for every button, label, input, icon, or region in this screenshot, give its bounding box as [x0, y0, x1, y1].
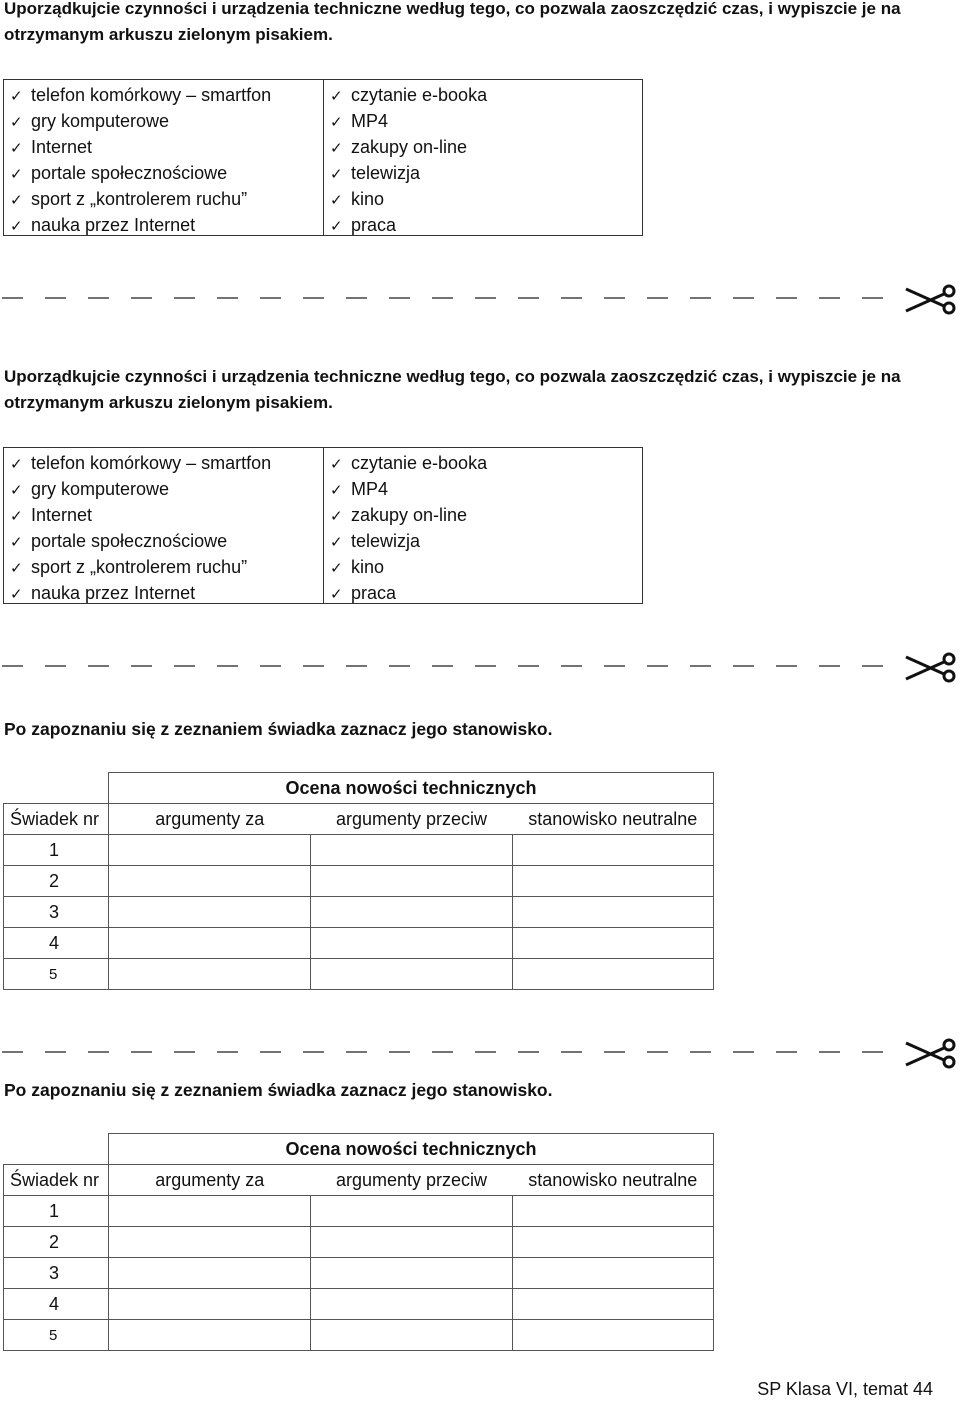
list-item: ✓ kino — [330, 555, 642, 581]
cut-line — [0, 1033, 960, 1073]
activity-list-right — [323, 447, 643, 604]
check-icon: ✓ — [330, 586, 343, 603]
table-row: 5 — [4, 1320, 714, 1351]
check-icon: ✓ — [330, 88, 343, 105]
table-title: Ocena nowości technicznych — [109, 773, 714, 804]
check-icon: ✓ — [10, 166, 23, 183]
list-item: ✓ telefon komórkowy – smartfon — [10, 451, 323, 477]
dashed-line — [0, 647, 960, 687]
check-icon: ✓ — [330, 114, 343, 131]
list-item: ✓ sport z „kontrolerem ruchu” — [10, 555, 323, 581]
check-icon: ✓ — [330, 166, 343, 183]
check-icon: ✓ — [330, 456, 343, 473]
scissors-icon — [906, 286, 954, 313]
scissors-icon — [906, 1040, 954, 1067]
list-item: ✓ praca — [330, 213, 642, 239]
list-item: ✓ czytanie e-booka — [330, 451, 642, 477]
check-icon: ✓ — [10, 560, 23, 577]
check-icon: ✓ — [10, 218, 23, 235]
check-icon: ✓ — [330, 192, 343, 209]
check-icon: ✓ — [10, 456, 23, 473]
list-item: ✓ czytanie e-booka — [330, 83, 642, 109]
header-witness: Świadek nr — [4, 1165, 109, 1196]
check-icon: ✓ — [330, 482, 343, 499]
check-icon: ✓ — [10, 534, 23, 551]
list-item: ✓ Internet — [10, 135, 323, 161]
evaluation-table — [3, 772, 714, 990]
list-item: ✓ telewizja — [330, 161, 642, 187]
list-item: ✓ gry komputerowe — [10, 109, 323, 135]
activity-list-left — [3, 79, 324, 236]
cut-line — [0, 279, 960, 319]
list-item: ✓ telefon komórkowy – smartfon — [10, 83, 323, 109]
check-icon: ✓ — [10, 140, 23, 157]
instruction-text: Uporządkujcie czynności i urządzenia techniczne według tego, co pozwala zaoszczędzić czas, i wypiszcie je na otrzymanym arkuszu zielonym pisakiem. — [4, 0, 901, 44]
list-item: ✓ MP4 — [330, 477, 642, 503]
check-icon: ✓ — [330, 534, 343, 551]
scissors-icon — [906, 654, 954, 681]
list-item: ✓ telewizja — [330, 529, 642, 555]
check-icon: ✓ — [330, 508, 343, 525]
table-row: 5 — [4, 959, 714, 990]
check-icon: ✓ — [10, 482, 23, 499]
table-row: 4 — [4, 1289, 714, 1320]
header-neutral: stanowisko neutralne — [513, 804, 714, 835]
list-item: ✓ portale społecznościowe — [10, 161, 323, 187]
table-intro: Po zapoznaniu się z zeznaniem świadka zaznacz jego stanowisko. — [4, 719, 553, 739]
list-item: ✓ gry komputerowe — [10, 477, 323, 503]
list-item: ✓ zakupy on-line — [330, 503, 642, 529]
instruction-text: Uporządkujcie czynności i urządzenia techniczne według tego, co pozwala zaoszczędzić czas, i wypiszcie je na otrzymanym arkuszu zielonym pisakiem. — [4, 367, 901, 412]
check-icon: ✓ — [10, 88, 23, 105]
page-footer: SP Klasa VI, temat 44 — [757, 1379, 933, 1399]
list-item: ✓ sport z „kontrolerem ruchu” — [10, 187, 323, 213]
header-for: argumenty za — [109, 804, 311, 835]
table-row: 2 — [4, 866, 714, 897]
list-item: ✓ zakupy on-line — [330, 135, 642, 161]
check-icon: ✓ — [10, 508, 23, 525]
list-item: ✓ MP4 — [330, 109, 642, 135]
list-item: ✓ nauka przez Internet — [10, 581, 323, 607]
check-icon: ✓ — [10, 586, 23, 603]
activity-list-left — [3, 447, 324, 604]
header-witness: Świadek nr — [4, 804, 109, 835]
list-item: ✓ kino — [330, 187, 642, 213]
table-row: 4 — [4, 928, 714, 959]
table-row: 1 — [4, 1196, 714, 1227]
table-row: 3 — [4, 897, 714, 928]
header-for: argumenty za — [109, 1165, 311, 1196]
table-row: 2 — [4, 1227, 714, 1258]
list-item: ✓ portale społecznościowe — [10, 529, 323, 555]
activity-list-box — [3, 79, 644, 236]
header-against: argumenty przeciw — [311, 804, 513, 835]
table-row: 1 — [4, 835, 714, 866]
header-neutral: stanowisko neutralne — [513, 1165, 714, 1196]
check-icon: ✓ — [330, 218, 343, 235]
activity-list-right — [323, 79, 643, 236]
table-title: Ocena nowości technicznych — [109, 1134, 714, 1165]
check-icon: ✓ — [330, 560, 343, 577]
list-item: ✓ praca — [330, 581, 642, 607]
list-item: ✓ Internet — [10, 503, 323, 529]
check-icon: ✓ — [10, 114, 23, 131]
dashed-line — [0, 279, 960, 319]
list-item: ✓ nauka przez Internet — [10, 213, 323, 239]
check-icon: ✓ — [330, 140, 343, 157]
activity-list-box — [3, 447, 644, 604]
check-icon: ✓ — [10, 192, 23, 209]
dashed-line — [0, 1033, 960, 1073]
header-against: argumenty przeciw — [311, 1165, 513, 1196]
cut-line — [0, 647, 960, 687]
table-intro: Po zapoznaniu się z zeznaniem świadka zaznacz jego stanowisko. — [4, 1080, 553, 1100]
table-row: 3 — [4, 1258, 714, 1289]
evaluation-table — [3, 1133, 714, 1351]
